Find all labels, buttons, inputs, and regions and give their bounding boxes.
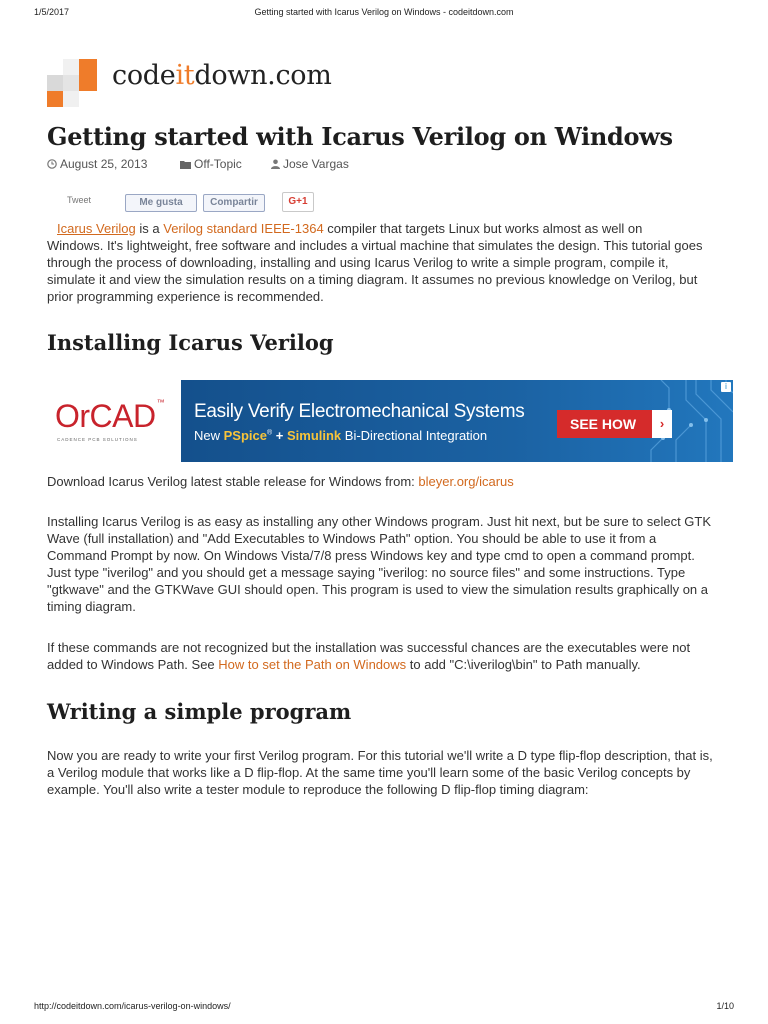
ad-content-panel: [181, 380, 733, 462]
ad-sub-plus: +: [272, 428, 287, 443]
ad-sub-pspice: PSpice: [223, 428, 267, 443]
site-name-part2: it: [175, 60, 195, 91]
user-icon: [271, 159, 280, 169]
tweet-button[interactable]: Tweet: [67, 195, 92, 205]
ad-cta-label: SEE HOW: [570, 416, 637, 432]
post-category-text: Off-Topic: [194, 157, 242, 171]
print-date: 1/5/2017: [34, 7, 70, 17]
intro-text-1: is a: [135, 221, 164, 236]
intro-text-2: compiler that targets Linux but works almost as well on: [323, 221, 643, 236]
share-button[interactable]: Compartir: [203, 194, 265, 212]
ad-brand-sub: CADENCE PCB SOLUTIONS: [57, 437, 138, 442]
download-paragraph: [47, 473, 717, 490]
post-author-text: Jose Vargas: [283, 157, 349, 171]
post-date: [47, 157, 147, 171]
intro-text-rest: Windows. It's lightweight, free software and includes a virtual machine that simulates the design. This tutorial goes through the process of downloading, installing and using Icarus Verilog to write a simple program, compile it, simulate it and view the simulation results on a timing diagram. It assumes no previous knowledge on Verilog, but prior programming experience is recommended.: [47, 238, 703, 304]
install-paragraph: Installing Icarus Verilog is as easy as installing any other Windows program. Just hit next, but be sure to select GTK Wave (full installation) and "Add Executables to Windows Path" option. You should be able to use it from a Command Prompt by now. On Windows Vista/7/8 press Windows key and type cmd to open a command prompt. Just type "iverilog" and you should get a message saying "iverilog: no source files" and some instructions. Type "gtkwave" and the GTKWave GUI should open. This program is used to view the simulation results graphically on a timing diagram.: [47, 514, 712, 614]
print-title: Getting started with Icarus Verilog on Windows - codeitdown.com: [254, 7, 514, 17]
post-date-text: August 25, 2013: [60, 157, 148, 171]
ad-headline: Easily Verify Electromechanical Systems: [194, 401, 525, 422]
path-text-2: to add "C:\iverilog\bin" to Path manually.: [406, 657, 641, 672]
set-path-link[interactable]: How to set the Path on Windows: [218, 657, 407, 672]
path-paragraph: [47, 639, 717, 673]
folder-icon: [180, 160, 191, 169]
print-page-number: 1/10: [716, 1001, 734, 1011]
intro-paragraph: [47, 220, 717, 305]
ad-brand-tm: ™: [156, 398, 165, 407]
clock-icon: [47, 159, 57, 169]
writing-paragraph: Now you are ready to write your first Verilog program. For this tutorial we'll write a D type flip-flop description, that is, a Verilog module that works like a D flip-flop. At the same time you'll learn some of the basic Verilog concepts by example. You'll also write a tester module to reproduce the following D flip-flop timing diagram:: [47, 748, 713, 797]
ad-sub-rest: Bi-Directional Integration: [341, 428, 488, 443]
ad-see-how-button[interactable]: [557, 410, 672, 438]
ad-sub-reg: ®: [266, 429, 273, 437]
ad-sub-new: New: [194, 428, 224, 443]
print-url: http://codeitdown.com/icarus-verilog-on-windows/: [34, 1001, 231, 1011]
site-name[interactable]: [112, 60, 332, 91]
ad-brand-panel: [47, 380, 181, 462]
post-author[interactable]: [271, 157, 349, 171]
adchoices-icon[interactable]: i: [721, 382, 731, 392]
icarus-verilog-link[interactable]: Icarus Verilog: [57, 221, 136, 236]
ad-subline: [194, 428, 487, 443]
ad-brand-logo: [55, 398, 164, 435]
chevron-right-icon: ›: [652, 410, 672, 438]
section-heading-writing: Writing a simple program: [47, 699, 352, 724]
like-button[interactable]: Me gusta: [125, 194, 197, 212]
ad-brand-name: OrCAD: [55, 398, 156, 434]
site-logo-icon[interactable]: [47, 59, 97, 107]
page-title: Getting started with Icarus Verilog on Windows: [47, 122, 673, 151]
path-text-1: If these commands are not recognized but the installation was successful chances are the executables were not added to Windows Path. See: [47, 640, 691, 672]
social-share-bar: [47, 192, 367, 214]
section-heading-installing: Installing Icarus Verilog: [47, 330, 334, 355]
ad-banner[interactable]: [47, 380, 733, 462]
download-text: Download Icarus Verilog latest stable release for Windows from:: [47, 474, 419, 489]
gplus-button[interactable]: G+1: [282, 192, 314, 212]
verilog-standard-link[interactable]: Verilog standard IEEE-1364: [163, 221, 324, 236]
ad-sub-simulink: Simulink: [286, 428, 342, 443]
post-category[interactable]: [180, 157, 242, 171]
site-name-part1: code: [112, 60, 176, 91]
bleyer-link[interactable]: bleyer.org/icarus: [418, 474, 514, 489]
site-name-part3: down.com: [194, 60, 332, 91]
